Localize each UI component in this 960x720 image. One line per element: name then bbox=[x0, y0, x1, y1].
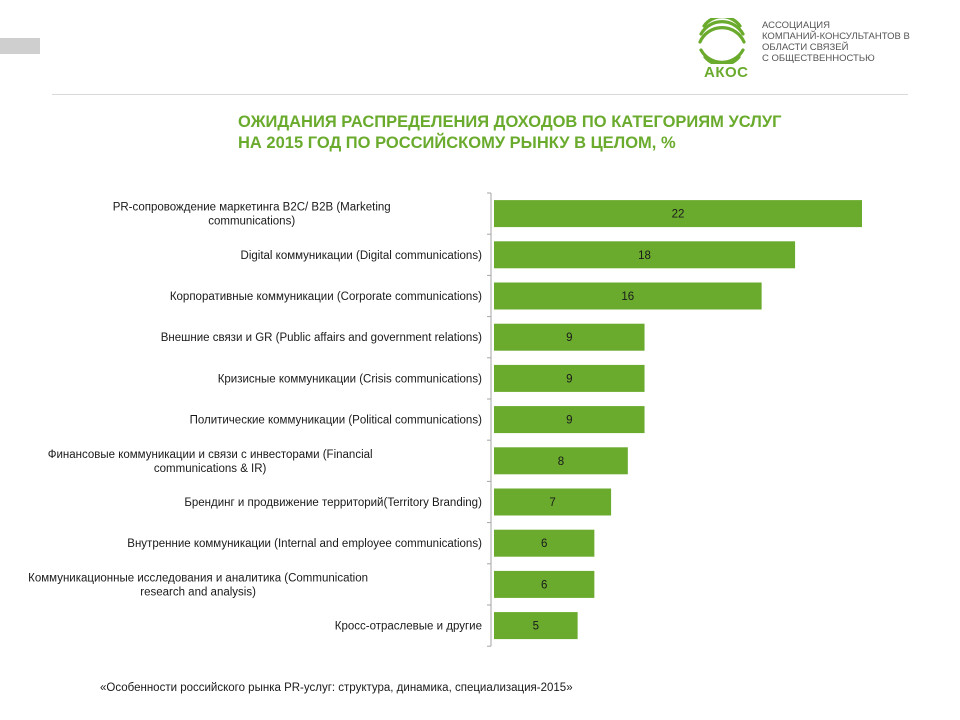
category-label: Политические коммуникации (Political communications) bbox=[189, 414, 482, 427]
category-label: Коммуникационные исследования и аналитика (Communication research and analysis) bbox=[28, 572, 369, 599]
chart-title-line: ОЖИДАНИЯ РАСПРЕДЕЛЕНИЯ ДОХОДОВ ПО КАТЕГОРИЯМ УСЛУГ bbox=[238, 113, 782, 131]
slide-marker bbox=[0, 38, 40, 54]
category-label: Финансовые коммуникации и связи с инвесторами (Financial communications & IR) bbox=[47, 448, 373, 475]
category-label: Внутренние коммуникации (Internal and employee communications) bbox=[127, 538, 482, 551]
bar-value-label: 16 bbox=[621, 291, 635, 303]
category-label: Кросс-отраслевые и другие bbox=[334, 620, 482, 633]
header-divider bbox=[52, 94, 908, 95]
bar-value-label: 6 bbox=[540, 579, 548, 592]
category-label: Корпоративные коммуникации (Corporate communications) bbox=[169, 291, 482, 303]
category-label: Внешние связи и GR (Public affairs and government relations) bbox=[160, 332, 482, 345]
logo-text: АКОС bbox=[704, 64, 749, 81]
association-line: ОБЛАСТИ СВЯЗЕЙ bbox=[762, 42, 849, 53]
bar-value-label: 7 bbox=[549, 497, 556, 509]
category-label: PR-сопровождение маркетинга B2C/ B2B (Marketing communications) bbox=[112, 201, 391, 228]
category-label: Брендинг и продвижение территорий(Territory Branding) bbox=[184, 497, 482, 509]
bar-value-label: 8 bbox=[557, 455, 565, 468]
source-note: «Особенности российского рынка PR-услуг: структура, динамика, специализация-2015» bbox=[100, 682, 573, 694]
bar-value-label: 6 bbox=[540, 538, 548, 551]
association-line: С ОБЩЕСТВЕННОСТЬЮ bbox=[762, 53, 875, 64]
bar-value-label: 9 bbox=[566, 373, 573, 386]
chart-title bbox=[238, 112, 898, 154]
akos-logo-icon bbox=[698, 18, 746, 64]
category-label: Кризисные коммуникации (Crisis communications) bbox=[217, 373, 482, 386]
bar-chart bbox=[0, 185, 960, 660]
association-line: АССОЦИАЦИЯ bbox=[762, 20, 830, 31]
association-line: КОМПАНИЙ-КОНСУЛЬТАНТОВ В bbox=[762, 31, 910, 42]
category-label: Digital коммуникации (Digital communications) bbox=[240, 249, 482, 262]
bar-value-label: 22 bbox=[671, 208, 685, 221]
bar-value-label: 18 bbox=[638, 249, 651, 262]
bar-value-label: 5 bbox=[532, 620, 540, 633]
association-name bbox=[762, 20, 922, 64]
bar-value-label: 9 bbox=[566, 332, 573, 345]
bar-value-label: 9 bbox=[566, 414, 573, 427]
chart-title-line: НА 2015 ГОД ПО РОССИЙСКОМУ РЫНКУ В ЦЕЛОМ, % bbox=[238, 134, 676, 152]
